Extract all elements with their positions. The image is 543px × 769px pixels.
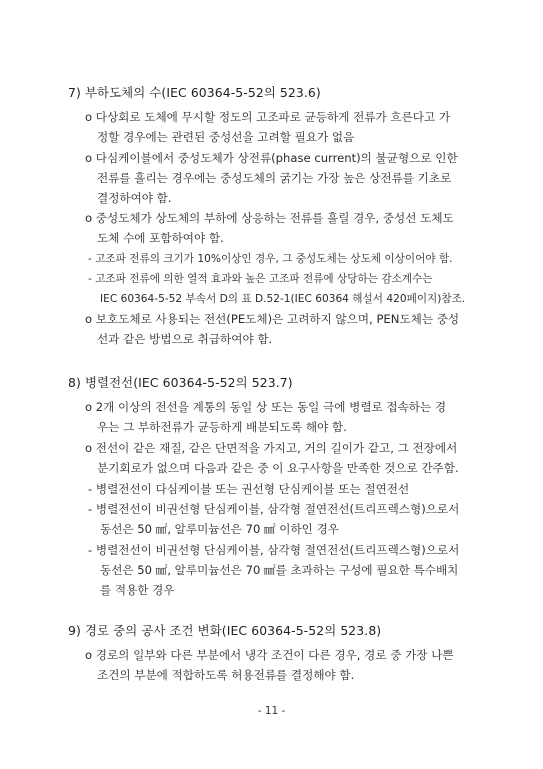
bullet-line: o 경로의 일부와 다른 부분에서 냉각 조건이 다른 경우, 경로 중 가장 나쁜 (85, 648, 454, 662)
bullet-line: o 다상회로 도체에 무시할 정도의 고조파로 균등하게 전류가 흐른다고 가 (85, 110, 451, 124)
section-heading: 7) 부하도체의 수(IEC 60364-5-52의 523.6) (68, 85, 321, 100)
bullet-line: o 중성도체가 상도체의 부하에 상응하는 전류를 흘릴 경우, 중성선 도체도 (85, 211, 454, 225)
bullet-line: o 2개 이상의 전선을 계통의 동일 상 또는 동일 극에 병렬로 접속하는 경 (85, 400, 447, 414)
section-heading: 9) 경로 중의 공사 조건 변화(IEC 60364-5-52의 523.8) (68, 623, 382, 638)
text-line: 우는 그 부하전류가 균등하게 배분되도록 해야 함. (97, 420, 347, 434)
dash-line: - 병렬전선이 비권선형 단심케이블, 삼각형 절연전선(트리프렉스형)으로서 (88, 543, 460, 557)
text-line: 선과 같은 방법으로 취급하여야 함. (97, 332, 273, 346)
dash-line: - 고조파 전류의 크기가 10%이상인 경우, 그 중성도체는 상도체 이상이어야 함. (88, 253, 453, 265)
text-line: 정할 경우에는 관련된 중성선을 고려할 필요가 없음 (97, 130, 355, 144)
bullet-line: o 보호도체로 사용되는 전선(PE도체)은 고려하지 않으며, PEN도체는 중성 (85, 312, 460, 326)
dash-line: - 병렬전선이 다심케이블 또는 권선형 단심케이블 또는 절연전선 (88, 482, 410, 496)
text-line: 분기회로가 없으며 다음과 같은 중 이 요구사항을 만족한 것으로 간주함. (97, 461, 459, 475)
bullet-line: o 전선이 같은 재질, 같은 단면적을 가지고, 거의 길이가 같고, 그 전장에서 (85, 441, 458, 455)
text-line: 동선은 50 ㎟, 알루미늄선은 70 ㎟ 이하인 경우 (100, 522, 339, 536)
bullet-line: o 다심케이블에서 중성도체가 상전류(phase current)의 불균형으로 인한 (85, 151, 458, 165)
text-line: 동선은 50 ㎟, 알루미늄선은 70 ㎟를 초과하는 구성에 필요한 특수배치 (100, 563, 459, 577)
text-line: 전류를 흘리는 경우에는 중성도체의 굵기는 가장 높은 상전류를 기초로 (97, 171, 452, 185)
dash-line: - 병렬전선이 비권선형 단심케이블, 삼각형 절연전선(트리프렉스형)으로서 (88, 502, 460, 516)
text-line: 결정하여야 함. (97, 191, 172, 205)
dash-line: - 고조파 전류에 의한 열적 효과와 높은 고조파 전류에 상당하는 감소계수는 (88, 273, 433, 285)
page-number: - 11 - (257, 705, 286, 717)
section-heading: 8) 병렬전선(IEC 60364-5-52의 523.7) (68, 375, 293, 390)
text-line: 조건의 부분에 적합하도록 허용전류를 결정해야 함. (97, 668, 355, 682)
text-line: IEC 60364-5-52 부속서 D의 표 D.52-1(IEC 60364 해설서 420페이지)참조. (100, 293, 466, 305)
text-line: 를 적용한 경우 (100, 583, 175, 597)
text-line: 도체 수에 포함하여야 함. (97, 231, 224, 245)
